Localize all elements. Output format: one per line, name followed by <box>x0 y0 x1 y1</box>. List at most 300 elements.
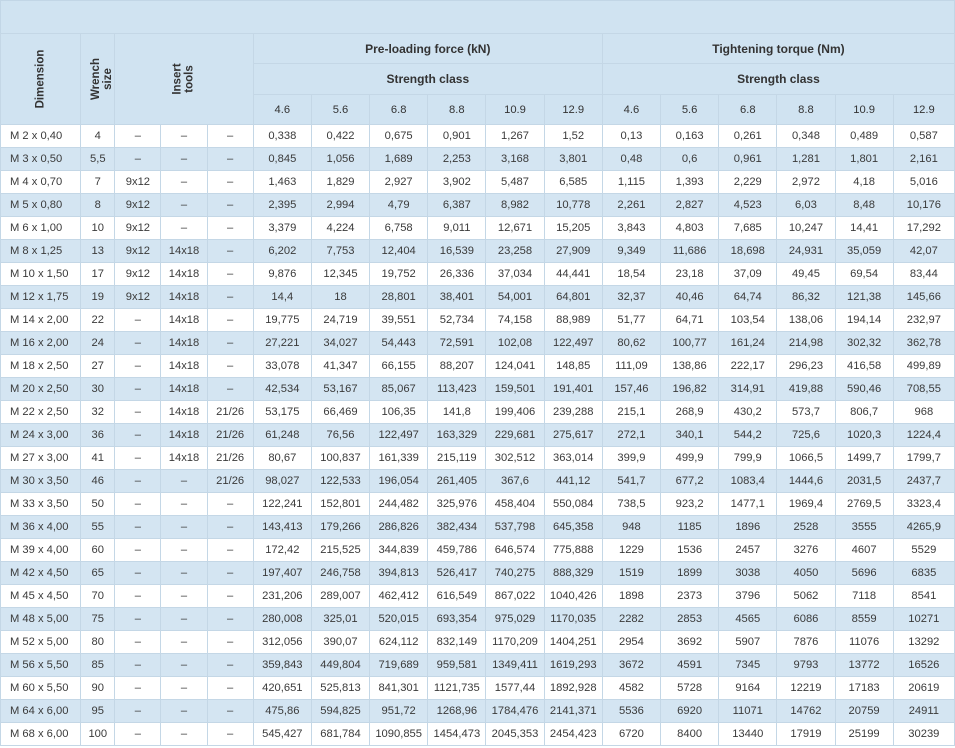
preload-10-9-cell: 54,001 <box>486 286 544 309</box>
preload-6-8-cell: 196,054 <box>370 470 428 493</box>
dimension-cell: M 20 x 2,50 <box>1 378 81 401</box>
torque-12-9-cell: 1799,7 <box>893 447 954 470</box>
torque-12-9-cell: 3323,4 <box>893 493 954 516</box>
torque-4-6-cell: 2282 <box>602 608 660 631</box>
preload-12-9-cell: 15,205 <box>544 217 602 240</box>
dimension-cell: M 64 x 6,00 <box>1 700 81 723</box>
wrench-size-cell: 75 <box>81 608 115 631</box>
preload-6-8-cell: 841,301 <box>370 677 428 700</box>
torque-5-6-cell: 268,9 <box>661 401 719 424</box>
insert-tool-1-cell: – <box>115 332 161 355</box>
torque-10-9-cell: 20759 <box>835 700 893 723</box>
preload-5-6-cell: 18 <box>311 286 369 309</box>
preload-5-6-cell: 215,525 <box>311 539 369 562</box>
preload-5-6-cell: 4,224 <box>311 217 369 240</box>
preload-4-6-cell: 1,463 <box>253 171 311 194</box>
dimension-cell: M 18 x 2,50 <box>1 355 81 378</box>
insert-tool-3-cell: 21/26 <box>207 424 253 447</box>
insert-tool-1-cell: 9x12 <box>115 217 161 240</box>
preload-10-9-cell: 159,501 <box>486 378 544 401</box>
insert-tool-2-cell: – <box>161 493 207 516</box>
insert-tool-1-cell: – <box>115 424 161 447</box>
torque-12-9-cell: 10,176 <box>893 194 954 217</box>
torque-12-9-cell: 2437,7 <box>893 470 954 493</box>
wrench-size-header-line2: size <box>102 68 115 90</box>
preload-10-9-cell: 1170,209 <box>486 631 544 654</box>
table-row <box>1 309 955 332</box>
torque-6-8-cell: 3796 <box>719 585 777 608</box>
preload-5-6-cell: 24,719 <box>311 309 369 332</box>
table-row <box>1 585 955 608</box>
preload-10-9-cell: 367,6 <box>486 470 544 493</box>
torque-8-8-cell: 9793 <box>777 654 835 677</box>
preload-6-8-cell: 85,067 <box>370 378 428 401</box>
preload-10-9-cell: 5,487 <box>486 171 544 194</box>
insert-tool-3-cell: 21/26 <box>207 447 253 470</box>
preload-12-9-cell: 27,909 <box>544 240 602 263</box>
table-row <box>1 263 955 286</box>
preload-12-9-cell: 6,585 <box>544 171 602 194</box>
insert-tool-3-cell: – <box>207 355 253 378</box>
wrench-size-cell: 5,5 <box>81 148 115 171</box>
insert-tool-1-cell: – <box>115 309 161 332</box>
torque-6-8-cell: 64,74 <box>719 286 777 309</box>
preload-8-8-cell: 832,149 <box>428 631 486 654</box>
dimension-cell: M 14 x 2,00 <box>1 309 81 332</box>
dimension-cell: M 8 x 1,25 <box>1 240 81 263</box>
torque-5-6-cell: 0,6 <box>661 148 719 171</box>
table-row <box>1 401 955 424</box>
insert-tool-2-cell: 14x18 <box>161 355 207 378</box>
torque-6-8-cell: 7,685 <box>719 217 777 240</box>
preload-8-8-cell: 1268,96 <box>428 700 486 723</box>
wrench-size-cell: 41 <box>81 447 115 470</box>
torque-10-9-cell: 194,14 <box>835 309 893 332</box>
preload-4-6-cell: 61,248 <box>253 424 311 447</box>
torque-8-8-cell: 1066,5 <box>777 447 835 470</box>
torque-5-6-cell: 923,2 <box>661 493 719 516</box>
preload-12-9-cell: 148,85 <box>544 355 602 378</box>
insert-tool-2-cell: 14x18 <box>161 332 207 355</box>
preload-12-9-cell: 191,401 <box>544 378 602 401</box>
torque-12-9-cell: 145,66 <box>893 286 954 309</box>
torque-12-9-cell: 5,016 <box>893 171 954 194</box>
insert-tool-1-cell: – <box>115 378 161 401</box>
insert-tool-2-cell: – <box>161 539 207 562</box>
insert-tools-header-line2: tools <box>184 65 197 93</box>
wrench-size-cell: 60 <box>81 539 115 562</box>
preload-5-6-cell: 681,784 <box>311 723 369 746</box>
torque-5-6-cell: 64,71 <box>661 309 719 332</box>
preload-8-8-cell: 693,354 <box>428 608 486 631</box>
table-row <box>1 355 955 378</box>
preload-4-6-cell: 172,42 <box>253 539 311 562</box>
torque-10-9-cell: 2031,5 <box>835 470 893 493</box>
preload-4-6-cell: 0,338 <box>253 125 311 148</box>
insert-tool-2-cell: – <box>161 631 207 654</box>
torque-8-8-cell: 17919 <box>777 723 835 746</box>
preload-6-8-cell: 244,482 <box>370 493 428 516</box>
torque-8-8-cell: 3276 <box>777 539 835 562</box>
preload-8-8-cell: 1121,735 <box>428 677 486 700</box>
torque-4-6-cell: 215,1 <box>602 401 660 424</box>
torque-8-8-cell: 138,06 <box>777 309 835 332</box>
insert-tool-2-cell: – <box>161 608 207 631</box>
preload-6-8-cell: 1,689 <box>370 148 428 171</box>
torque-5-6-cell: 2853 <box>661 608 719 631</box>
insert-tool-3-cell: – <box>207 654 253 677</box>
preload-5-6-cell: 41,347 <box>311 355 369 378</box>
torque-6-8-cell: 0,261 <box>719 125 777 148</box>
torque-4-6-cell: 9,349 <box>602 240 660 263</box>
torque-12-9-cell: 42,07 <box>893 240 954 263</box>
preload-8-8-cell: 113,423 <box>428 378 486 401</box>
insert-tool-2-cell: – <box>161 654 207 677</box>
preload-10-9-cell: 975,029 <box>486 608 544 631</box>
preload-5-6-cell: 0,422 <box>311 125 369 148</box>
insert-tool-3-cell: – <box>207 263 253 286</box>
preload-8-8-cell: 26,336 <box>428 263 486 286</box>
torque-8-8-cell: 6086 <box>777 608 835 631</box>
torque-10-9-cell: 0,489 <box>835 125 893 148</box>
preload-5-6-cell: 525,813 <box>311 677 369 700</box>
preload-8-8-cell: 6,387 <box>428 194 486 217</box>
preload-12-9-cell: 239,288 <box>544 401 602 424</box>
torque-10-9-cell: 14,41 <box>835 217 893 240</box>
torque-6-8-cell: 11071 <box>719 700 777 723</box>
wrench-size-cell: 85 <box>81 654 115 677</box>
preload-5-6-cell: 246,758 <box>311 562 369 585</box>
torque-5-6-cell: 0,163 <box>661 125 719 148</box>
torque-class-6-8-header: 6.8 <box>719 95 777 125</box>
preload-4-6-cell: 9,876 <box>253 263 311 286</box>
preload-5-6-cell: 100,837 <box>311 447 369 470</box>
dimension-cell: M 12 x 1,75 <box>1 286 81 309</box>
torque-10-9-cell: 8559 <box>835 608 893 631</box>
wrench-size-cell: 7 <box>81 171 115 194</box>
wrench-size-cell: 36 <box>81 424 115 447</box>
preload-force-header: Pre-loading force (kN) <box>253 34 602 64</box>
torque-10-9-cell: 1,801 <box>835 148 893 171</box>
preload-12-9-cell: 1892,928 <box>544 677 602 700</box>
torque-class-10-9-header: 10.9 <box>835 95 893 125</box>
torque-6-8-cell: 18,698 <box>719 240 777 263</box>
insert-tool-3-cell: – <box>207 309 253 332</box>
torque-6-8-cell: 13440 <box>719 723 777 746</box>
table-row <box>1 608 955 631</box>
insert-tool-2-cell: – <box>161 700 207 723</box>
preload-6-8-cell: 719,689 <box>370 654 428 677</box>
torque-8-8-cell: 419,88 <box>777 378 835 401</box>
torque-5-6-cell: 677,2 <box>661 470 719 493</box>
wrench-size-cell: 13 <box>81 240 115 263</box>
torque-6-8-cell: 2457 <box>719 539 777 562</box>
preload-10-9-cell: 12,671 <box>486 217 544 240</box>
table-row <box>1 171 955 194</box>
torque-12-9-cell: 0,587 <box>893 125 954 148</box>
torque-10-9-cell: 121,38 <box>835 286 893 309</box>
preload-12-9-cell: 10,778 <box>544 194 602 217</box>
torque-5-6-cell: 340,1 <box>661 424 719 447</box>
insert-tool-2-cell: – <box>161 562 207 585</box>
preload-6-8-cell: 6,758 <box>370 217 428 240</box>
insert-tool-3-cell: – <box>207 286 253 309</box>
preload-4-6-cell: 280,008 <box>253 608 311 631</box>
preload-6-8-cell: 122,497 <box>370 424 428 447</box>
torque-6-8-cell: 0,961 <box>719 148 777 171</box>
torque-5-6-cell: 6920 <box>661 700 719 723</box>
torque-4-6-cell: 6720 <box>602 723 660 746</box>
wrench-size-cell: 100 <box>81 723 115 746</box>
insert-tool-1-cell: – <box>115 654 161 677</box>
preload-12-9-cell: 1619,293 <box>544 654 602 677</box>
torque-4-6-cell: 5536 <box>602 700 660 723</box>
wrench-size-cell: 65 <box>81 562 115 585</box>
preload-12-9-cell: 2141,371 <box>544 700 602 723</box>
wrench-size-cell: 32 <box>81 401 115 424</box>
preload-5-6-cell: 152,801 <box>311 493 369 516</box>
preload-8-8-cell: 141,8 <box>428 401 486 424</box>
dimension-cell: M 36 x 4,00 <box>1 516 81 539</box>
torque-12-9-cell: 1224,4 <box>893 424 954 447</box>
torque-12-9-cell: 362,78 <box>893 332 954 355</box>
torque-8-8-cell: 2,972 <box>777 171 835 194</box>
preload-4-6-cell: 312,056 <box>253 631 311 654</box>
torque-8-8-cell: 86,32 <box>777 286 835 309</box>
preload-6-8-cell: 344,839 <box>370 539 428 562</box>
preload-6-8-cell: 624,112 <box>370 631 428 654</box>
torque-5-6-cell: 5728 <box>661 677 719 700</box>
torque-10-9-cell: 1020,3 <box>835 424 893 447</box>
wrench-size-header-line1: Wrench <box>90 58 103 100</box>
insert-tool-1-cell: – <box>115 677 161 700</box>
insert-tool-3-cell: – <box>207 539 253 562</box>
preload-8-8-cell: 38,401 <box>428 286 486 309</box>
torque-8-8-cell: 2528 <box>777 516 835 539</box>
preload-12-9-cell: 550,084 <box>544 493 602 516</box>
preload-5-6-cell: 76,56 <box>311 424 369 447</box>
preload-4-6-cell: 6,202 <box>253 240 311 263</box>
preload-8-8-cell: 382,434 <box>428 516 486 539</box>
insert-tool-1-cell: – <box>115 470 161 493</box>
torque-12-9-cell: 232,97 <box>893 309 954 332</box>
torque-8-8-cell: 12219 <box>777 677 835 700</box>
insert-tool-2-cell: 14x18 <box>161 263 207 286</box>
preload-8-8-cell: 88,207 <box>428 355 486 378</box>
table-row <box>1 217 955 240</box>
insert-tool-1-cell: – <box>115 516 161 539</box>
preload-8-8-cell: 459,786 <box>428 539 486 562</box>
preload-10-9-cell: 740,275 <box>486 562 544 585</box>
torque-6-8-cell: 1477,1 <box>719 493 777 516</box>
insert-tool-1-cell: – <box>115 401 161 424</box>
wrench-size-cell: 30 <box>81 378 115 401</box>
preload-6-8-cell: 951,72 <box>370 700 428 723</box>
preload-6-8-cell: 394,813 <box>370 562 428 585</box>
preload-6-8-cell: 19,752 <box>370 263 428 286</box>
preload-10-9-cell: 537,798 <box>486 516 544 539</box>
dimension-cell: M 60 x 5,50 <box>1 677 81 700</box>
preload-5-6-cell: 1,829 <box>311 171 369 194</box>
torque-6-8-cell: 103,54 <box>719 309 777 332</box>
torque-10-9-cell: 5696 <box>835 562 893 585</box>
insert-tool-2-cell: – <box>161 194 207 217</box>
torque-4-6-cell: 111,09 <box>602 355 660 378</box>
torque-6-8-cell: 7345 <box>719 654 777 677</box>
torque-8-8-cell: 1969,4 <box>777 493 835 516</box>
torque-5-6-cell: 1899 <box>661 562 719 585</box>
torque-12-9-cell: 20619 <box>893 677 954 700</box>
torque-8-8-cell: 10,247 <box>777 217 835 240</box>
torque-6-8-cell: 3038 <box>719 562 777 585</box>
preload-8-8-cell: 16,539 <box>428 240 486 263</box>
wrench-size-cell: 95 <box>81 700 115 723</box>
preload-10-9-cell: 867,022 <box>486 585 544 608</box>
torque-10-9-cell: 17183 <box>835 677 893 700</box>
torque-10-9-cell: 1499,7 <box>835 447 893 470</box>
insert-tool-2-cell: – <box>161 723 207 746</box>
preload-10-9-cell: 23,258 <box>486 240 544 263</box>
insert-tool-3-cell: – <box>207 677 253 700</box>
preload-4-6-cell: 53,175 <box>253 401 311 424</box>
preload-4-6-cell: 14,4 <box>253 286 311 309</box>
preload-5-6-cell: 179,266 <box>311 516 369 539</box>
insert-tool-3-cell: – <box>207 585 253 608</box>
preload-4-6-cell: 2,395 <box>253 194 311 217</box>
preload-4-6-cell: 420,651 <box>253 677 311 700</box>
preload-12-9-cell: 275,617 <box>544 424 602 447</box>
torque-5-6-cell: 499,9 <box>661 447 719 470</box>
torque-class-4-6-header: 4.6 <box>602 95 660 125</box>
torque-4-6-cell: 3,843 <box>602 217 660 240</box>
torque-4-6-cell: 2,261 <box>602 194 660 217</box>
preload-5-6-cell: 325,01 <box>311 608 369 631</box>
insert-tool-2-cell: 14x18 <box>161 240 207 263</box>
preload-6-8-cell: 28,801 <box>370 286 428 309</box>
wrench-size-cell: 8 <box>81 194 115 217</box>
preload-10-9-cell: 1349,411 <box>486 654 544 677</box>
wrench-size-cell: 24 <box>81 332 115 355</box>
preload-5-6-cell: 289,007 <box>311 585 369 608</box>
dimension-cell: M 22 x 2,50 <box>1 401 81 424</box>
torque-5-6-cell: 4591 <box>661 654 719 677</box>
torque-5-6-cell: 1,393 <box>661 171 719 194</box>
preload-12-9-cell: 44,441 <box>544 263 602 286</box>
torque-10-9-cell: 13772 <box>835 654 893 677</box>
table-row <box>1 424 955 447</box>
dimension-header-label: Dimension <box>34 49 47 109</box>
preload-class-8-8-header: 8.8 <box>428 95 486 125</box>
torque-8-8-cell: 1,281 <box>777 148 835 171</box>
torque-12-9-cell: 5529 <box>893 539 954 562</box>
preload-4-6-cell: 143,413 <box>253 516 311 539</box>
insert-tool-1-cell: – <box>115 493 161 516</box>
preload-5-6-cell: 53,167 <box>311 378 369 401</box>
insert-tool-1-cell: – <box>115 447 161 470</box>
torque-5-6-cell: 1185 <box>661 516 719 539</box>
preload-8-8-cell: 0,901 <box>428 125 486 148</box>
wrench-size-cell: 55 <box>81 516 115 539</box>
preload-5-6-cell: 594,825 <box>311 700 369 723</box>
torque-8-8-cell: 725,6 <box>777 424 835 447</box>
preload-12-9-cell: 1,52 <box>544 125 602 148</box>
preload-8-8-cell: 2,253 <box>428 148 486 171</box>
torque-class-5-6-header: 5.6 <box>661 95 719 125</box>
table-row <box>1 654 955 677</box>
wrench-size-cell: 80 <box>81 631 115 654</box>
torque-class-12-9-header: 12.9 <box>893 95 954 125</box>
insert-tool-1-cell: 9x12 <box>115 286 161 309</box>
preload-8-8-cell: 215,119 <box>428 447 486 470</box>
torque-12-9-cell: 30239 <box>893 723 954 746</box>
insert-tool-3-cell: – <box>207 171 253 194</box>
torque-8-8-cell: 6,03 <box>777 194 835 217</box>
torque-12-9-cell: 499,89 <box>893 355 954 378</box>
torque-6-8-cell: 544,2 <box>719 424 777 447</box>
preload-8-8-cell: 9,011 <box>428 217 486 240</box>
insert-tool-2-cell: – <box>161 516 207 539</box>
dimension-cell: M 4 x 0,70 <box>1 171 81 194</box>
preload-10-9-cell: 1784,476 <box>486 700 544 723</box>
preload-4-6-cell: 0,845 <box>253 148 311 171</box>
torque-5-6-cell: 11,686 <box>661 240 719 263</box>
torque-5-6-cell: 2373 <box>661 585 719 608</box>
dimension-header <box>1 34 81 125</box>
insert-tool-3-cell: – <box>207 194 253 217</box>
insert-tool-3-cell: – <box>207 608 253 631</box>
torque-10-9-cell: 4,18 <box>835 171 893 194</box>
torque-6-8-cell: 37,09 <box>719 263 777 286</box>
torque-5-6-cell: 23,18 <box>661 263 719 286</box>
preload-5-6-cell: 122,533 <box>311 470 369 493</box>
torque-4-6-cell: 1229 <box>602 539 660 562</box>
insert-tool-2-cell: 14x18 <box>161 424 207 447</box>
insert-tool-2-cell: 14x18 <box>161 401 207 424</box>
preload-6-8-cell: 286,826 <box>370 516 428 539</box>
torque-4-6-cell: 1519 <box>602 562 660 585</box>
insert-tool-1-cell: – <box>115 608 161 631</box>
torque-strength-class-header: Strength class <box>602 64 954 95</box>
wrench-size-cell: 90 <box>81 677 115 700</box>
preload-10-9-cell: 229,681 <box>486 424 544 447</box>
torque-8-8-cell: 214,98 <box>777 332 835 355</box>
insert-tool-1-cell: 9x12 <box>115 171 161 194</box>
table-row <box>1 378 955 401</box>
torque-4-6-cell: 541,7 <box>602 470 660 493</box>
preload-5-6-cell: 1,056 <box>311 148 369 171</box>
preload-10-9-cell: 74,158 <box>486 309 544 332</box>
insert-tool-1-cell: – <box>115 355 161 378</box>
torque-12-9-cell: 83,44 <box>893 263 954 286</box>
dimension-cell: M 16 x 2,00 <box>1 332 81 355</box>
preload-4-6-cell: 231,206 <box>253 585 311 608</box>
dimension-cell: M 56 x 5,50 <box>1 654 81 677</box>
table-row <box>1 631 955 654</box>
torque-5-6-cell: 4,803 <box>661 217 719 240</box>
insert-tool-2-cell: – <box>161 470 207 493</box>
insert-tool-2-cell: – <box>161 125 207 148</box>
torque-4-6-cell: 51,77 <box>602 309 660 332</box>
preload-12-9-cell: 1170,035 <box>544 608 602 631</box>
wrench-size-header <box>81 34 115 125</box>
torque-4-6-cell: 399,9 <box>602 447 660 470</box>
dimension-cell: M 30 x 3,50 <box>1 470 81 493</box>
torque-5-6-cell: 40,46 <box>661 286 719 309</box>
torque-5-6-cell: 8400 <box>661 723 719 746</box>
torque-8-8-cell: 5062 <box>777 585 835 608</box>
table-row <box>1 125 955 148</box>
torque-10-9-cell: 69,54 <box>835 263 893 286</box>
